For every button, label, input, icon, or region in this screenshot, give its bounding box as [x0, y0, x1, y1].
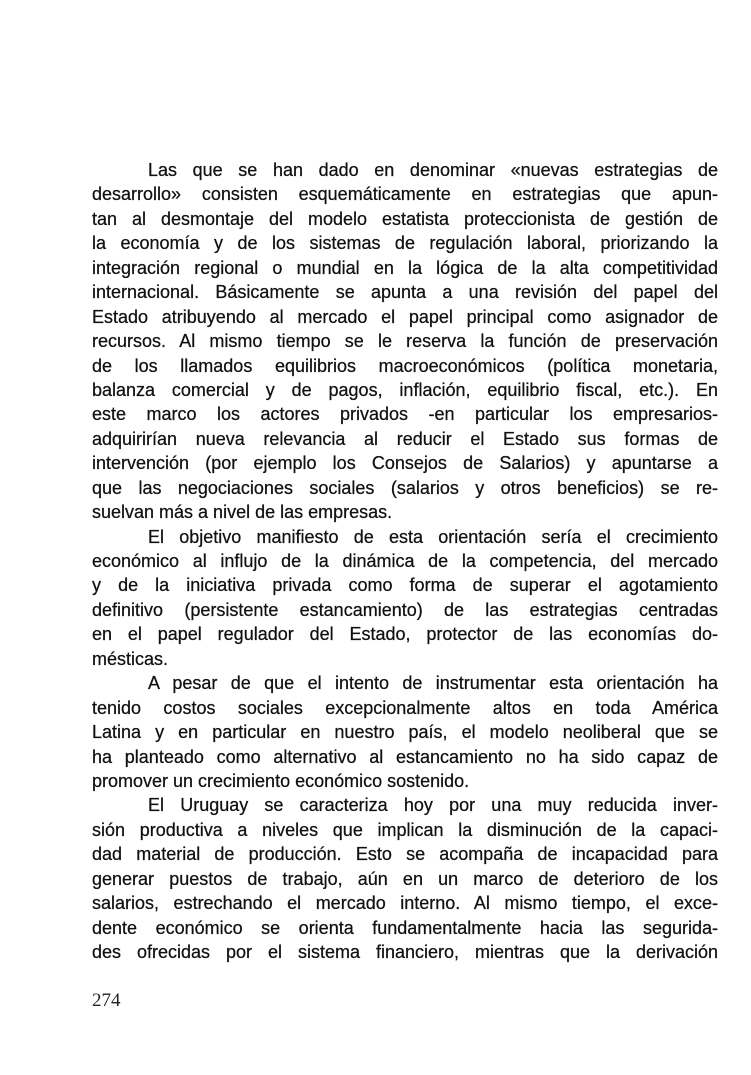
text-line: desarrollo» consisten esquemáticamente en estrategias que apun-: [92, 184, 718, 205]
body-text: [92, 158, 718, 964]
text-line: tan al desmontaje del modelo estatista proteccionista de gestión de: [92, 208, 718, 229]
text-line: El objetivo manifiesto de esta orientación sería el crecimiento: [148, 526, 718, 547]
text-line: este marco los actores privados -en particular los empresarios-: [92, 404, 718, 425]
text-line: dad material de producción. Esto se acompaña de incapacidad para: [92, 844, 718, 865]
text-line: promover un crecimiento económico sostenido.: [92, 770, 470, 791]
text-line: en el papel regulador del Estado, protector de las economías do-: [92, 624, 718, 645]
text-line: tenido costos sociales excepcionalmente altos en toda América: [92, 697, 718, 718]
text-line: económico al influjo de la dinámica de la competencia, del mercado: [92, 551, 718, 571]
page-number: 274: [92, 990, 121, 1011]
text-line: recursos. Al mismo tiempo se le reserva la función de preservación: [92, 331, 718, 352]
text-line: integración regional o mundial en la lógica de la alta competitividad: [92, 257, 718, 278]
paragraph: [92, 671, 718, 793]
paragraph: [92, 793, 718, 964]
text-line: dente económico se orienta fundamentalmente hacia las segurida-: [92, 917, 718, 938]
text-line: internacional. Básicamente se apunta a una revisión del papel del: [92, 282, 718, 303]
text-line: Estado atribuyendo al mercado el papel principal como asignador de: [92, 306, 718, 327]
text-line: El Uruguay se caracteriza hoy por una muy reducida inver-: [148, 795, 718, 816]
text-line: de los llamados equilibrios macroeconómicos (política monetaria,: [92, 355, 718, 376]
text-line: salarios, estrechando el mercado interno. Al mismo tiempo, el exce-: [92, 893, 718, 914]
text-line: intervención (por ejemplo los Consejos de Salarios) y apuntarse a: [92, 453, 718, 474]
text-line: y de la iniciativa privada como forma de superar el agotamiento: [92, 575, 718, 596]
text-line: Latina y en particular en nuestro país, el modelo neoliberal que se: [92, 722, 718, 743]
text-line: A pesar de que el intento de instrumentar esta orientación ha: [148, 673, 718, 694]
text-line: ha planteado como alternativo al estancamiento no ha sido capaz de: [92, 746, 718, 767]
text-line: suelvan más a nivel de las empresas.: [92, 502, 393, 523]
text-line: generar puestos de trabajo, aún en un marco de deterioro de los: [92, 868, 718, 889]
text-line: definitivo (persistente estancamiento) de las estrategias centradas: [92, 599, 718, 620]
text-line: mésticas.: [92, 648, 169, 669]
text-line: la economía y de los sistemas de regulación laboral, priorizando la: [92, 233, 718, 254]
paragraph: [92, 525, 718, 672]
text-line: balanza comercial y de pagos, inflación, equilibrio fiscal, etc.). En: [92, 379, 718, 400]
text-line: des ofrecidas por el sistema financiero, mientras que la derivación: [92, 942, 718, 962]
text-line: Las que se han dado en denominar «nuevas estrategias de: [148, 160, 718, 180]
paragraph: [92, 158, 718, 525]
text-line: que las negociaciones sociales (salarios y otros beneficios) se re-: [92, 477, 718, 498]
text-line: sión productiva a niveles que implican la disminución de la capaci-: [92, 819, 718, 840]
text-line: adquirirían nueva relevancia al reducir el Estado sus formas de: [92, 428, 718, 449]
